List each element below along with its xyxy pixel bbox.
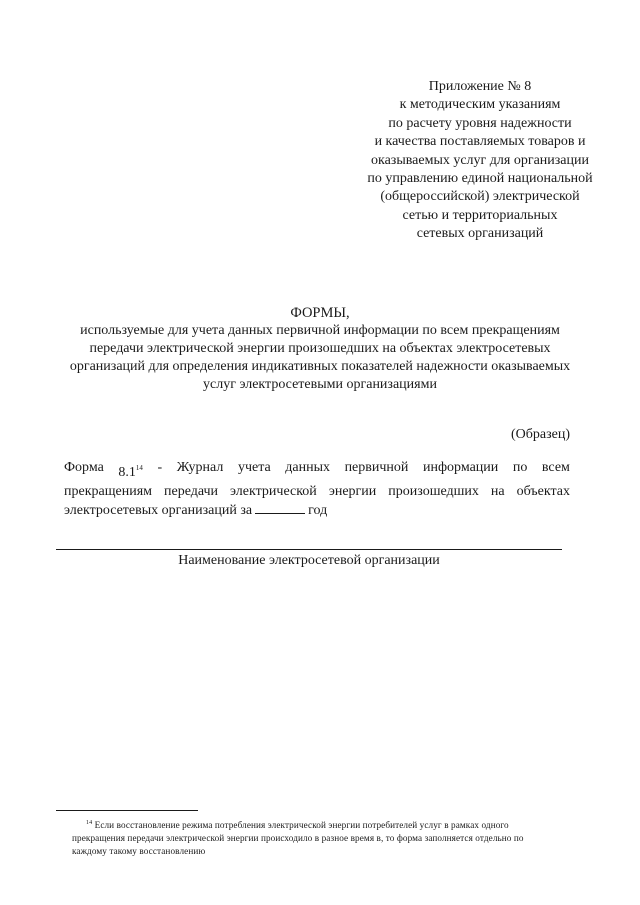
organization-caption: Наименование электросетевой организации xyxy=(178,553,440,568)
form-desc-line-1 xyxy=(64,459,570,483)
word: учета xyxy=(237,460,271,475)
word: электрической xyxy=(230,483,317,499)
footnote-divider xyxy=(56,810,198,811)
text: год xyxy=(308,503,328,518)
appendix-line: и качества поставляемых товаров и xyxy=(374,134,586,150)
form-desc-line-2 xyxy=(64,483,570,502)
word: произошедших xyxy=(388,483,479,499)
word: данных xyxy=(285,460,330,475)
forms-subtitle xyxy=(40,322,600,394)
text: электросетевых организаций за xyxy=(64,503,253,518)
word: всем xyxy=(541,460,570,475)
subtitle-line: используемые для учета данных первичной информации по всем прекращениям xyxy=(80,323,560,338)
subtitle-line: организаций для определения индикативных показателей надежности оказываемых xyxy=(69,359,571,374)
appendix-line: по управлению единой национальной xyxy=(367,171,593,187)
appendix-line: (общероссийской) электрической xyxy=(380,189,580,205)
word: объектах xyxy=(516,483,570,499)
organization-name-line[interactable] xyxy=(56,549,562,550)
appendix-line: оказываемых услуг для организации xyxy=(370,152,589,168)
word: по xyxy=(512,460,528,475)
appendix-line: сетевых организаций xyxy=(416,226,544,242)
footnote-ref: 14 xyxy=(135,464,143,472)
footnote-line: каждому такому восстановлению xyxy=(72,846,206,856)
form-desc-line-3 xyxy=(64,501,570,521)
footnote-mark: 14 xyxy=(86,820,93,826)
appendix-header xyxy=(330,78,630,244)
subtitle-line: передачи электрической энергии произошедших на объектах электросетевых xyxy=(89,341,551,356)
word: информации xyxy=(422,460,499,475)
appendix-line: сетью и территориальных xyxy=(402,207,558,223)
footnote-line: $^{14}$ Если восстановление режима потребления электрической энергии потребителей услуг в рамках одного xyxy=(86,820,509,830)
footnote-line: прекращения передачи электрической энергии происходило в разное время в, то форма заполняется отдельно по xyxy=(72,833,524,843)
form-8-1-description xyxy=(64,459,570,521)
appendix-line: по расчету уровня надежности xyxy=(388,115,572,131)
form-number: $8.1^{14}$ xyxy=(118,464,143,480)
forms-title: ФОРМЫ, xyxy=(290,305,350,321)
word: - xyxy=(157,460,163,475)
word: Журнал xyxy=(176,460,224,475)
word: Форма xyxy=(64,460,104,475)
subtitle-line: услуг электросетевыми организациями xyxy=(203,377,437,392)
footnote xyxy=(72,817,572,858)
appendix-line: к методическим указаниям xyxy=(399,97,561,113)
appendix-line: Приложение № 8 xyxy=(428,79,532,94)
word: передачи xyxy=(164,483,219,499)
word: энергии xyxy=(328,483,377,499)
word: первичной xyxy=(344,460,409,475)
word: прекращениям xyxy=(64,483,152,499)
sample-label: (Образец) xyxy=(510,427,570,442)
year-blank-field[interactable] xyxy=(255,501,305,514)
word: на xyxy=(490,483,505,499)
